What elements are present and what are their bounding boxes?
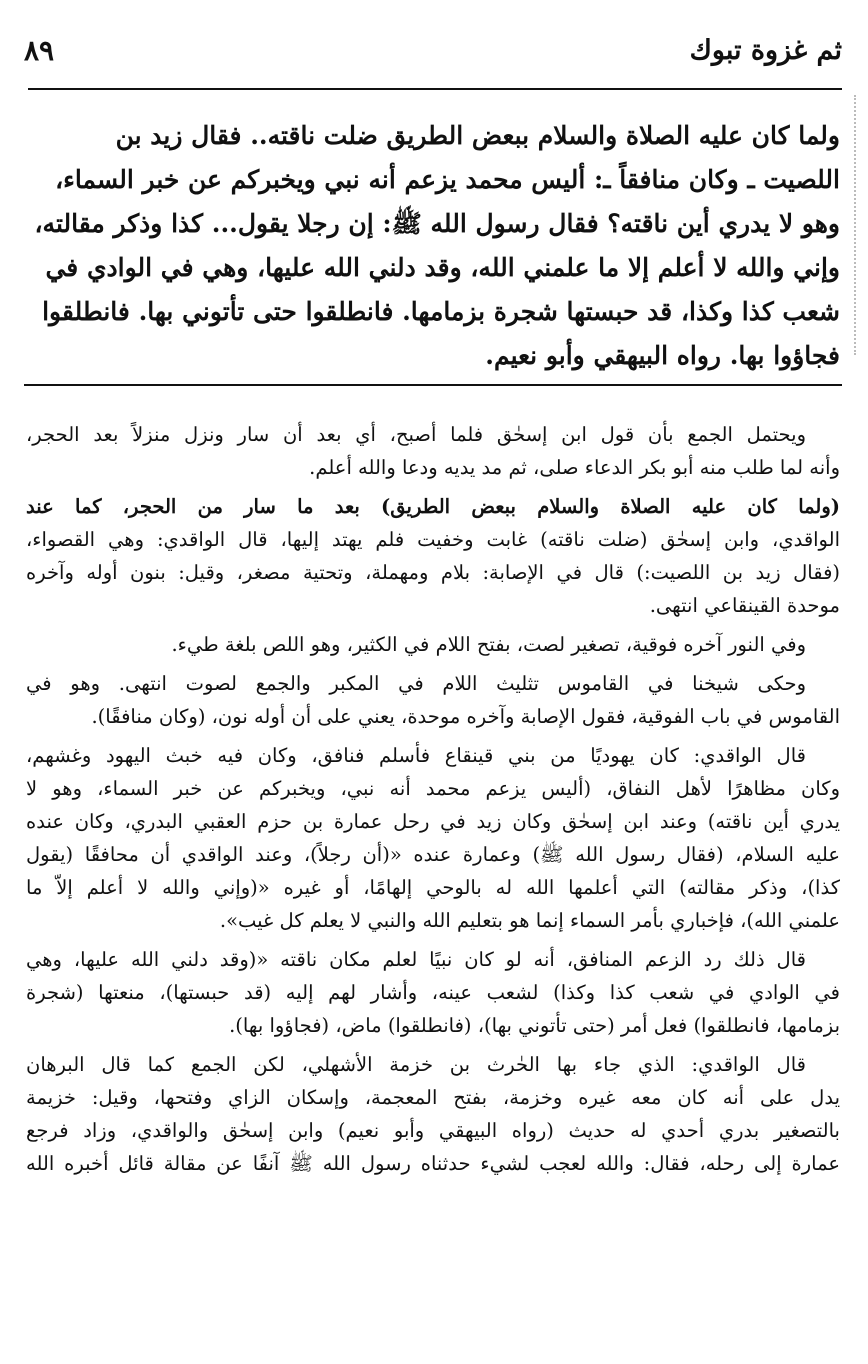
section-divider [24, 384, 842, 386]
commentary-paragraph [26, 943, 840, 1042]
commentary-line: ويحتمل الجمع بأن قول ابن إسحٰق فلما أصبح، أي بعد أن سار ونزل منزلاً بعد الحجر، [26, 423, 806, 446]
commentary-line: قال الواقدي: الذي جاء بها الحٰرث بن خزمة الأشهلي، لكن الجمع كما قال البرهان [26, 1053, 806, 1076]
main-text-line: وهو لا يدري أين ناقته؟ فقال رسول الله ﷺ: إن رجلا يقول... كذا وذكر مقالته، [34, 209, 840, 238]
commentary-line: القاموس في باب الفوقية، فقول الإصابة وآخره موحدة، يعني على أن أوله نون، (وكان منافقًا). [91, 705, 840, 728]
commentary-line: وحكى شيخنا في القاموس تثليث اللام في المكبر والجمع لصوت انتهى. وهو في [26, 672, 806, 695]
commentary-line: علمني الله)، فإخباري بأمر السماء إنما هو بتعليم الله والنبي لا يعلم كل غيب». [219, 909, 840, 932]
main-text-block [26, 114, 840, 378]
main-text-line: فجاؤوا بها. رواه البيهقي وأبو نعيم. [485, 341, 840, 370]
commentary-line: بزمامها، فانطلقوا) فعل أمر (حتى تأتوني بها)، (فانطلقوا) ماض، (فجاؤوا بها). [229, 1014, 840, 1037]
commentary-line: وأنه لما طلب منه أبو بكر الدعاء صلى، ثم مد يديه ودعا والله أعلم. [309, 456, 840, 479]
commentary-line: يدري أين ناقته) وعند ابن إسحٰق وكان زيد في رحل عمارة بن حزم العقبي البدري، وكان عنده [26, 810, 840, 833]
commentary-line: عليه السلام، (فقال رسول الله ﷺ) وعمارة عنده «(أن رجلاً)، وعند الواقدي أن محافقًا (يقول [26, 843, 840, 866]
commentary-line: وفي النور آخره فوقية، تصغير لصت، بفتح اللام في الكثير، وهو اللص بلغة طيء. [171, 633, 806, 656]
commentary-line: قال ذلك رد الزعم المنافق، أنه لو كان نبيًا لعلم مكان ناقته «(وقد دلني الله عليها، وهي [26, 948, 806, 971]
main-text-line: اللصيت ـ وكان منافقاً ـ: أليس محمد يزعم أنه نبي ويخبركم عن خبر السماء، [55, 165, 840, 194]
commentary-line: (فقال زيد بن اللصيت:) قال في الإصابة: بلام ومهملة، وتحتية مصغر، وقيل: بنون أوله وآخره [26, 561, 840, 584]
commentary-paragraph [26, 1048, 840, 1180]
commentary-line: بالتصغير بدري أحدي له حديث (رواه البيهقي وأبو نعيم) وابن إسحٰق والواقدي، وزاد فرجع [26, 1119, 840, 1142]
commentary-line: قال الواقدي: كان يهوديًا من بني قينقاع فأسلم فنافق، وكان فيه خبث اليهود وغشهم، [26, 744, 806, 767]
commentary-paragraph [26, 490, 840, 622]
commentary-line: الواقدي، وابن إسحٰق (ضلت ناقته) غابت وخفيت فلم يهتد إليها، قال الواقدي: وهي القصواء، [26, 528, 840, 551]
commentary-line: (ولما كان عليه الصلاة والسلام ببعض الطريق) بعد ما سار من الحجر، كما عند [26, 495, 840, 518]
commentary-line: وكان مظاهرًا لأهل النفاق، (أليس يزعم محمد أنه نبي، ويخبركم عن خبر السماء، وهو لا [26, 777, 840, 800]
commentary-line: في الوادي في شعب كذا وكذا) لشعب عينه، وأشار لهم إليه (قد حبستها)، منعتها (شجرة [26, 981, 840, 1004]
commentary-line: يدل على أنه كان معه غيره وخزمة، بفتح المعجمة، وإسكان الزاي وفتحها، وقيل: خزيمة [26, 1086, 840, 1109]
commentary-block [26, 418, 840, 1186]
main-text-line: ولما كان عليه الصلاة والسلام ببعض الطريق ضلت ناقته.. فقال زيد بن [115, 121, 840, 150]
commentary-paragraph [26, 418, 840, 484]
main-text-line: وإني والله لا أعلم إلا ما علمني الله، وقد دلني الله عليها، وهي في الوادي في [45, 253, 840, 282]
page-header [24, 30, 842, 70]
page-number: ٨٩ [24, 33, 55, 67]
commentary-line: عمارة إلى رحله، فقال: والله لعجب لشيء حدثناه رسول الله ﷺ آنفًا عن مقالة قائل أخبره الله [26, 1152, 840, 1175]
commentary-paragraph [26, 628, 840, 661]
commentary-line: كذا)، وذكر مقالته) التي أعلمها الله له بالوحي إلهامًا، أو غيره «(وإني والله لا أعلم إلاّ ما [26, 876, 840, 899]
main-text-line: شعب كذا وكذا، قد حبستها شجرة بزمامها. فانطلقوا حتى تأتوني بها. فانطلقوا [42, 297, 840, 326]
header-rule [28, 88, 842, 90]
margin-dots [852, 95, 856, 355]
commentary-line: موحدة القينقاعي انتهى. [649, 594, 840, 617]
commentary-paragraph [26, 739, 840, 937]
running-title: ثم غزوة تبوك [689, 34, 842, 66]
commentary-paragraph [26, 667, 840, 733]
